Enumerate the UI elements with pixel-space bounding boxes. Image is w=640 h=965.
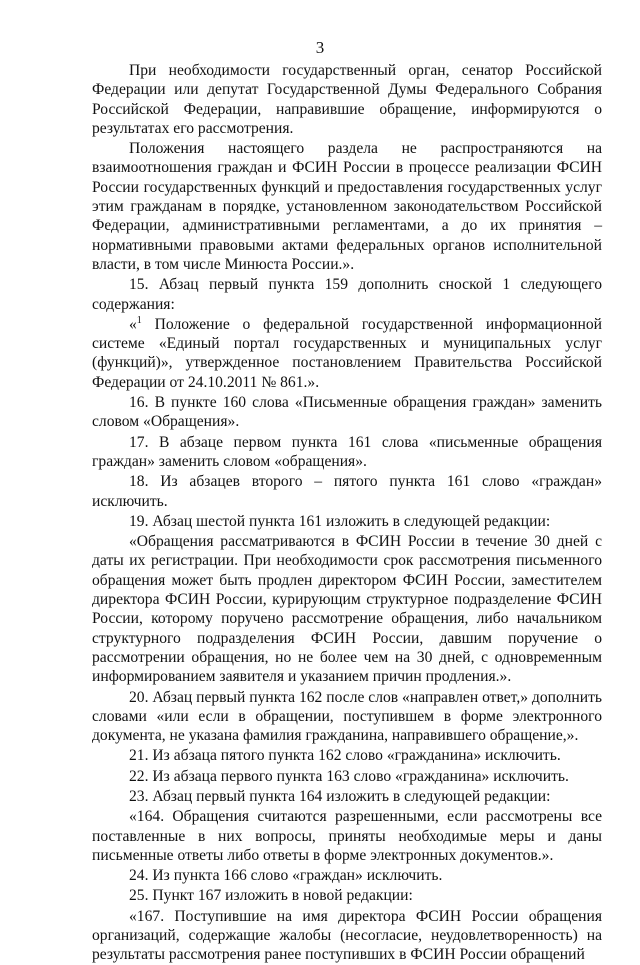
footnote-body: Положение о федеральной государственной информационной системе «Единый портал государственных и муниципальных услуг (функций)», утвержденное постановлением Правительства Российской Федерации от 24.10.2011 № 861.».	[92, 315, 602, 391]
paragraph-item-19-text: «Обращения рассматриваются в ФСИН России в течение 30 дней с даты их регистрации. При необходимости срок рассмотрения письменного обращения может быть продлен директором ФСИН России, заместителем директора ФСИН России, курирующим структурное подразделение ФСИН России, которому поручено рассмотрение обращения, либо начальником структурного подразделения ФСИН России, давшим поручение о рассмотрении обращения, но не более чем на 30 дней, с одновременным информированием заявителя и указанием причин продления.».	[92, 533, 602, 686]
paragraph-authority-notice: При необходимости государственный орган, сенатор Российской Федерации или депутат Государственной Думы Федерального Собрания Российской Федерации, направившие обращение, информируются о результатах его рассмотрения.	[92, 62, 602, 137]
paragraph-item-25-text: «167. Поступившие на имя директора ФСИН России обращения организаций, содержащие жалобы (несогласие, неудовлетворенность) на результаты рассмотрения ранее поступивших в ФСИН России обращений	[92, 907, 602, 964]
paragraph-item-19: 19. Абзац шестой пункта 161 изложить в следующей редакции:	[129, 512, 551, 530]
paragraph-item-16: 16. В пункте 160 слова «Письменные обращения граждан» заменить словом «Обращения».	[92, 394, 602, 431]
document-body	[92, 61, 602, 965]
paragraph-item-20: 20. Абзац первый пункта 162 после слов «направлен ответ,» дополнить словами «или если в обращении, поступившем в форме электронного документа, не указана фамилия гражданина, направившего обращение,».	[92, 688, 602, 745]
paragraph-footnote-text	[92, 315, 602, 392]
paragraph-item-24: 24. Из пункта 166 слово «граждан» исключить.	[129, 867, 443, 885]
paragraph-item-23-text: «164. Обращения считаются разрешенными, если рассмотрены все поставленные в них вопросы, приняты необходимые меры и даны письменные ответы либо ответы в форме электронных документов.».	[92, 808, 602, 864]
paragraph-item-25: 25. Пункт 167 изложить в новой редакции:	[129, 887, 413, 905]
paragraph-item-22: 22. Из абзаца первого пункта 163 слово «гражданина» исключить.	[129, 767, 569, 785]
paragraph-item-17: 17. В абзаце первом пункта 161 слова «письменные обращения граждан» заменить словом «обращения».	[92, 433, 602, 470]
paragraph-item-15: 15. Абзац первый пункта 159 дополнить сноской 1 следующего содержания:	[92, 276, 602, 313]
footnote-open-quote: «	[129, 315, 137, 333]
paragraph-item-18: 18. Из абзацев второго – пятого пункта 161 слово «граждан» исключить.	[92, 473, 602, 510]
paragraph-section-scope: Положения настоящего раздела не распространяются на взаимоотношения граждан и ФСИН России в процессе реализации ФСИН России государственных функций и предоставления государственных услуг этим гражданам в порядке, установленном законодательством Российской Федерации, административными регламентами, а до их принятия – нормативными правовыми актами федеральных органов исполнительной власти, в том числе Минюста России.».	[92, 140, 602, 273]
paragraph-item-23: 23. Абзац первый пункта 164 изложить в следующей редакции:	[129, 787, 551, 805]
footnote-marker: 1	[136, 314, 142, 326]
paragraph-item-21: 21. Из абзаца пятого пункта 162 слово «гражданина» исключить.	[129, 747, 561, 765]
page-number: 3	[315, 38, 325, 57]
